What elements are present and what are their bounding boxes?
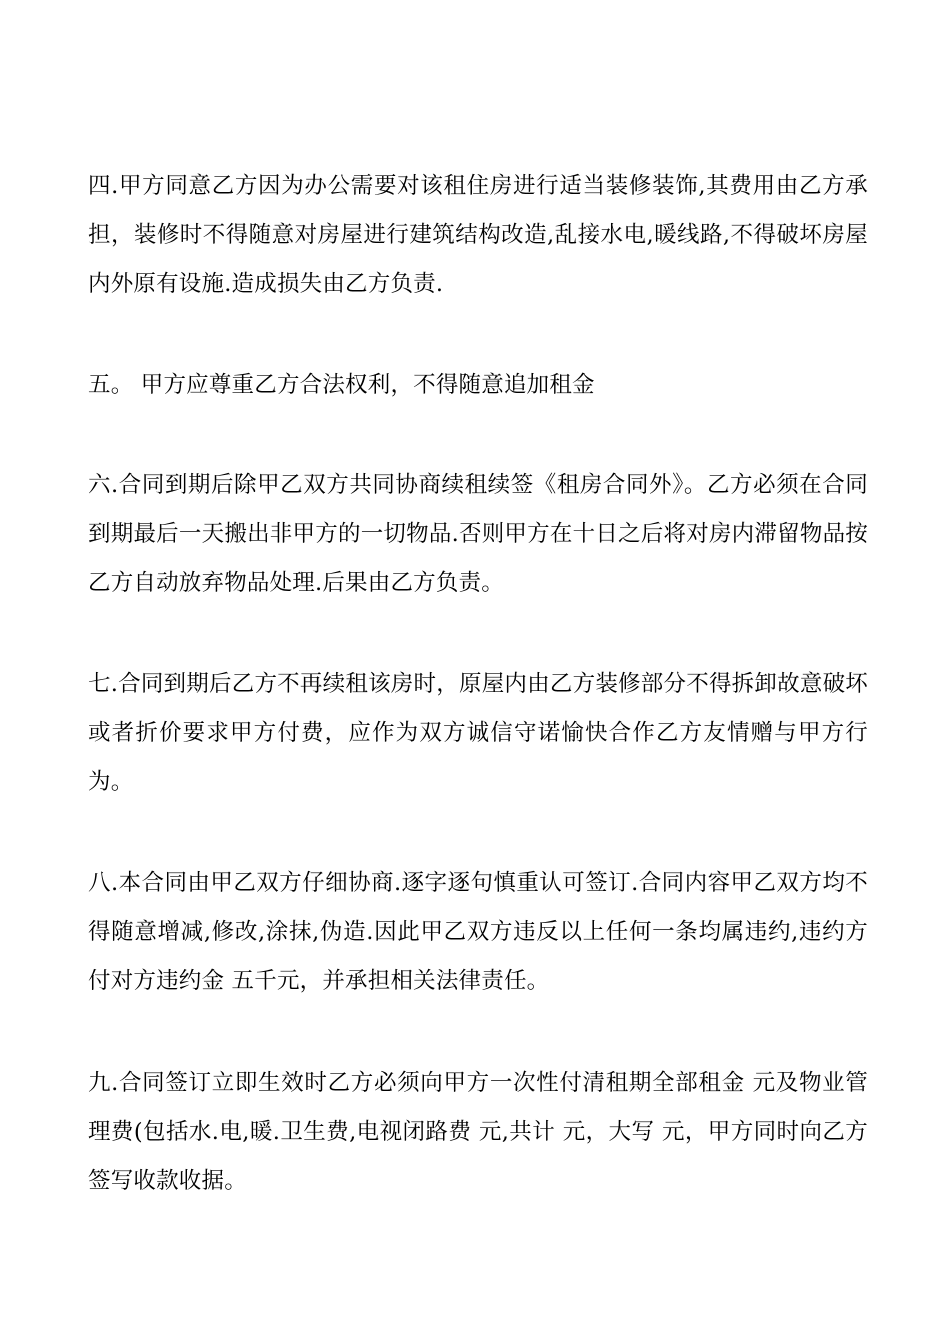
clause-7-decoration-handover: 七.合同到期后乙方不再续租该房时，原屋内由乙方装修部分不得拆卸故意破坏或者折价要求甲方付费，应作为双方诚信守诺愉快合作乙方友情赠与甲方行为。 [88,671,868,795]
clause-4-renovation: 四.甲方同意乙方因为办公需要对该租住房进行适当装修装饰,其费用由乙方承担，装修时不得随意对房屋进行建筑结构改造,乱接水电,暖线路,不得破坏房屋内外原有设施.造成损失由乙方负责. [88,173,868,297]
clause-8-breach-penalty: 八.本合同由甲乙双方仔细协商.逐字逐句慎重认可签订.合同内容甲乙双方均不得随意增减,修改,涂抹,伪造.因此甲乙双方违反以上任何一条均属违约,违约方付对方违约金 五千元，并承担相关法律责任。 [88,870,868,994]
clause-5-rent-rights: 五。 甲方应尊重乙方合法权利，不得随意追加租金 [88,372,595,398]
clause-6-contract-expiry: 六.合同到期后除甲乙双方共同协商续租续签《租房合同外》。乙方必须在合同到期最后一天搬出非甲方的一切物品.否则甲方在十日之后将对房内滞留物品按乙方自动放弃物品处理.后果由乙方负责。 [88,472,868,596]
clause-9-payment: 九.合同签订立即生效时乙方必须向甲方一次性付清租期全部租金 元及物业管理费(包括水.电,暖.卫生费,电视闭路费 元,共计 元，大写 元，甲方同时向乙方签写收款收据。 [88,1070,868,1194]
